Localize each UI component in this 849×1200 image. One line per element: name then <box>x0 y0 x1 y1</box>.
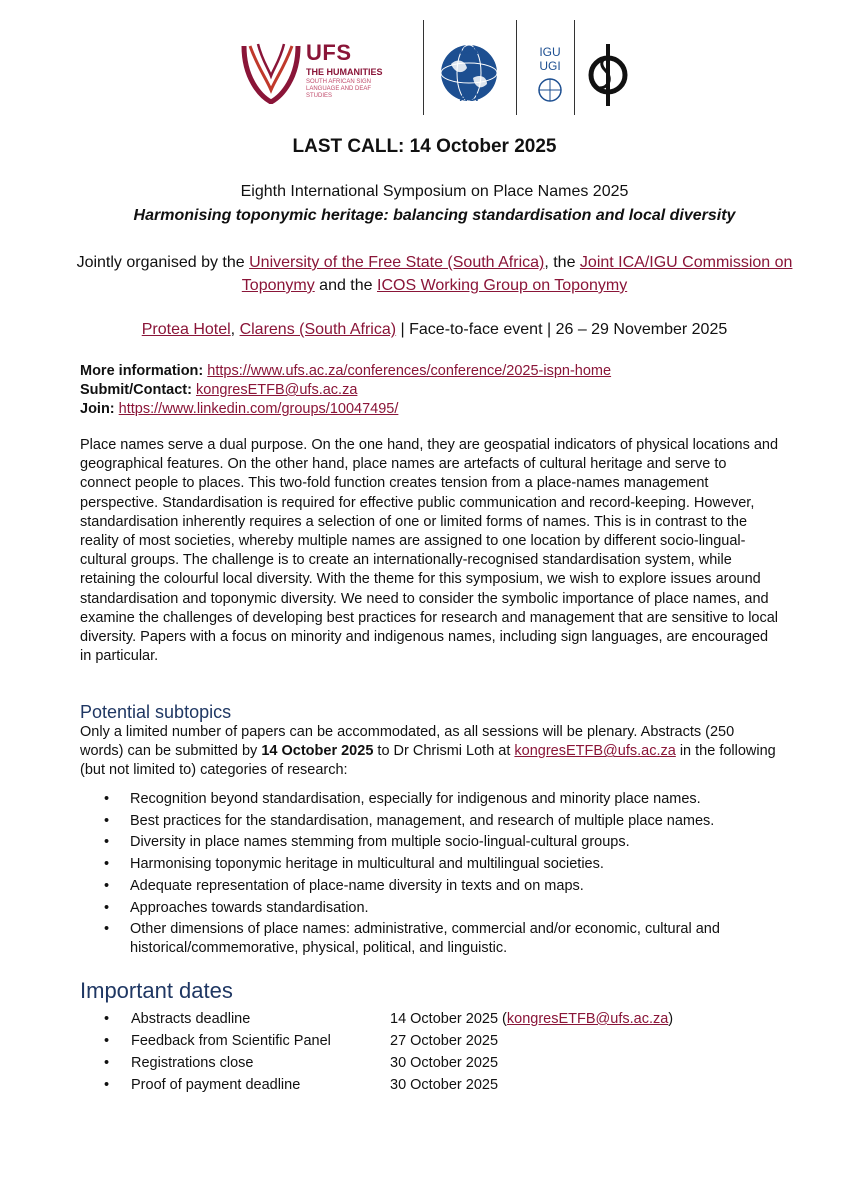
list-item-text: Best practices for the standardisation, management, and research of multiple place names. <box>130 812 715 829</box>
link-join[interactable]: https://www.linkedin.com/groups/10047495/ <box>118 401 399 417</box>
ica-top-text: ICA <box>459 45 479 57</box>
list-item-text: Other dimensions of place names: administrative, commercial and/or economic, cultural and historical/commemorative, physical, political, and linguistic. <box>130 921 720 957</box>
date-value: 30 October 2025 <box>390 1077 499 1093</box>
ufs-name: UFS <box>306 40 352 65</box>
list-item-text: Diversity in place names stemming from multiple socio-lingual-cultural groups. <box>130 834 630 851</box>
list-item <box>80 877 780 896</box>
ufs-department: SOUTH AFRICAN SIGN LANGUAGE AND DEAF STUDIES <box>306 79 372 99</box>
date-label: Feedback from Scientific Panel <box>131 1033 331 1049</box>
bullet-icon: • <box>104 921 110 938</box>
organisers <box>60 251 809 297</box>
list-item-text: Adequate representation of place-name diversity in texts and on maps. <box>130 877 584 894</box>
contact-info <box>80 362 611 419</box>
link-dates-email[interactable]: kongresETFB@ufs.ac.za <box>506 1011 669 1027</box>
logo-bar <box>0 20 849 115</box>
dates-table <box>80 1008 780 1096</box>
igu-logo <box>530 42 570 106</box>
bullet-icon: • <box>104 899 110 916</box>
date-row <box>80 1030 780 1052</box>
list-item-text: Recognition beyond standardisation, especially for indigenous and minority place names. <box>130 791 701 807</box>
list-item-text: Approaches towards standardisation. <box>130 899 369 916</box>
page-title: LAST CALL: 14 October 2025 <box>292 136 557 157</box>
intro-deadline: 14 October 2025 <box>261 743 374 760</box>
organisers-sep: and the <box>314 277 377 294</box>
organisers-prefix: Jointly organised by the <box>76 254 250 271</box>
divider <box>574 20 575 115</box>
link-submit-email[interactable]: kongresETFB@ufs.ac.za <box>196 382 358 398</box>
igu-top-text: IGU <box>539 45 561 59</box>
link-icos[interactable]: ICOS Working Group on Toponymy <box>377 277 628 294</box>
subtopics-intro <box>80 723 780 781</box>
venue-line <box>60 318 809 341</box>
date-value-text: 14 October 2025 ( <box>390 1011 507 1027</box>
list-item-text: Harmonising toponymic heritage in multicultural and multilingual societies. <box>130 856 604 873</box>
link-town[interactable]: Clarens (South Africa) <box>239 321 397 338</box>
intro-text: to Dr Chrismi Loth at <box>373 743 515 760</box>
intro-text: in the following (but not limited to) categories of research: <box>80 743 776 779</box>
event-theme: Harmonising toponymic heritage: balancing standardisation and local diversity <box>133 207 736 224</box>
bullet-icon: • <box>104 1033 110 1049</box>
bullet-icon: • <box>104 812 110 829</box>
subtopics-list <box>80 790 780 961</box>
ufs-logo <box>240 38 415 110</box>
venue-comma: , <box>230 321 240 338</box>
link-more-info[interactable]: https://www.ufs.ac.za/conferences/conference/2025-ispn-home <box>207 363 612 379</box>
icos-emblem-icon <box>583 40 633 110</box>
subtopics-heading: Potential subtopics <box>80 702 232 722</box>
list-item <box>80 899 780 918</box>
icos-logo <box>583 40 633 110</box>
globe-icon <box>433 38 505 108</box>
intro-text: Only a limited number of papers can be accommodated, as all sessions will be plenary. Abstracts (250 words) can be submitted by <box>80 724 735 760</box>
bullet-icon: • <box>104 1055 110 1071</box>
date-label: Registrations close <box>131 1055 254 1071</box>
date-row <box>80 1008 780 1030</box>
list-item <box>80 855 780 874</box>
submit-label: Submit/Contact: <box>80 382 192 398</box>
ufs-humanities: THE HUMANITIES <box>306 67 383 77</box>
ufs-mark-icon <box>240 38 302 104</box>
bullet-icon: • <box>104 856 110 873</box>
ica-bottom-text: ACI <box>459 92 479 104</box>
list-item <box>80 920 780 958</box>
date-value-tail: ) <box>668 1011 674 1027</box>
ica-logo <box>433 38 505 108</box>
divider <box>423 20 424 115</box>
bullet-icon: • <box>104 1077 110 1093</box>
link-ufs[interactable]: University of the Free State (South Africa) <box>249 254 545 271</box>
date-label: Proof of payment deadline <box>131 1077 301 1093</box>
join-label: Join: <box>80 401 115 417</box>
link-commission[interactable]: Joint ICA/IGU Commission on Toponymy <box>241 254 793 294</box>
bullet-icon: • <box>104 1011 110 1027</box>
igu-bottom-text: UGI <box>539 59 561 73</box>
event-name: Eighth International Symposium on Place Names 2025 <box>240 183 629 200</box>
date-value: 27 October 2025 <box>390 1033 499 1049</box>
bullet-icon: • <box>104 834 110 851</box>
bullet-icon: • <box>104 791 110 807</box>
description-paragraph: Place names serve a dual purpose. On the one hand, they are geospatial indicators of physical locations and geographical features. On the other hand, place names are artefacts of cultural heritage and serve to connect people to places. This two-fold function creates tension from a place-names management perspective. Standardisation is required for effective public communication and record-keeping. However, standardisation inherently requires a selection of one or limited forms of names. This is in contrast to the reality of most societies, whereby multiple names are assigned to one location by different socio-lingual-cultural groups. The challenge is to create an internationally-recognised standardisation system, while retaining the colourful local diversity. With the theme for this symposium, we wish to explore issues around standardisation and toponymic diversity. We need to consider the symbolic importance of place names, and examine the challenges of developing best practices for research and management that are sensitive to local diversity. Papers with a focus on minority and indigenous names, including sign languages, are encouraged in particular. <box>80 437 779 665</box>
date-value: 30 October 2025 <box>390 1055 499 1071</box>
date-row <box>80 1074 780 1096</box>
list-item <box>80 833 780 852</box>
bullet-icon: • <box>104 877 110 894</box>
link-intro-email[interactable]: kongresETFB@ufs.ac.za <box>514 743 676 760</box>
divider <box>516 20 517 115</box>
date-label: Abstracts deadline <box>131 1011 251 1027</box>
list-item <box>80 812 780 831</box>
more-info-label: More information: <box>80 363 204 379</box>
organisers-sep: , the <box>544 254 580 271</box>
date-row <box>80 1052 780 1074</box>
igu-emblem-icon <box>530 42 570 106</box>
date-value <box>390 1008 673 1030</box>
dates-heading: Important dates <box>80 978 233 1003</box>
link-hotel[interactable]: Protea Hotel <box>141 321 231 338</box>
list-item <box>80 790 780 809</box>
venue-details: | Face-to-face event | 26 – 29 November 2025 <box>396 321 728 338</box>
